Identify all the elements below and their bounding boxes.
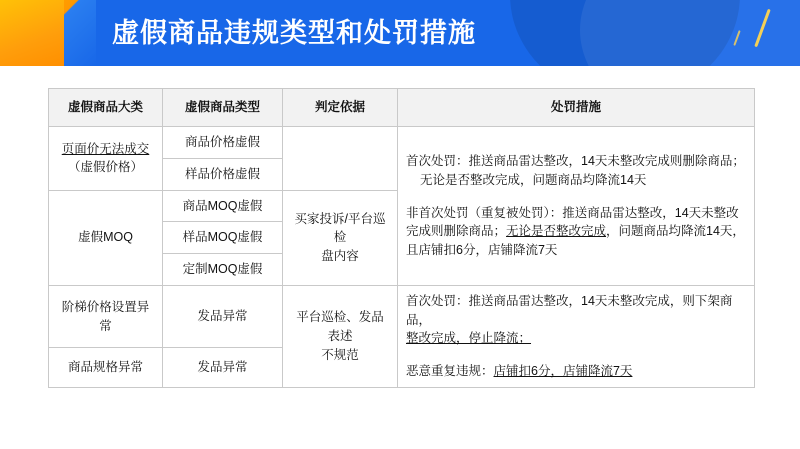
penalty-line-mixed: [406, 362, 746, 381]
category-label-line1: 页面价无法成交: [61, 141, 150, 156]
cell-category-spec-abnormal: 商品规格异常: [49, 348, 163, 387]
cell-type-publish-abnormal-1: 发品异常: [163, 285, 283, 348]
page-title: 虚假商品违规类型和处罚措施: [112, 18, 476, 48]
table-header-row: [49, 89, 755, 127]
penalty-text-underlined: 店铺扣6分，店铺降流7天: [493, 364, 633, 378]
penalty-text: ，问题商品均降流14天，: [606, 224, 745, 239]
penalty-paragraph-malicious: [406, 362, 746, 381]
penalty-line-underlined: 整改完成，停止降流；: [406, 331, 532, 346]
cell-basis-bottom: [283, 285, 398, 387]
basis-line: 盘内容: [321, 249, 359, 263]
basis-line: 不规范: [321, 347, 359, 362]
cell-penalty-top: [398, 127, 755, 286]
column-header-penalty: 处罚措施: [398, 89, 755, 127]
penalty-text-underlined: 无论是否整改完成: [506, 224, 607, 239]
penalty-line: 且店铺扣6分，店铺降流7天: [406, 243, 558, 257]
penalty-paragraph-first: [406, 152, 746, 190]
penalty-line: 首次处罚：推送商品雷达整改，14天未整改完成则删除商品；: [406, 154, 745, 168]
column-header-category: 虚假商品大类: [49, 89, 163, 127]
table-row: [49, 285, 755, 348]
cell-type-product-price-fake: 商品价格虚假: [163, 127, 283, 159]
cell-basis-empty-top: [283, 127, 398, 191]
category-label: 虚假MOQ: [78, 230, 133, 245]
penalty-text: 恶意重复违规：: [406, 364, 494, 378]
penalty-line: 无论是否整改完成，问题商品均降流14天: [420, 172, 647, 187]
cell-type-sample-moq-fake: 样品MOQ虚假: [163, 222, 283, 254]
penalty-text: 完成则删除商品；: [406, 224, 507, 239]
column-header-type: 虚假商品类型: [163, 89, 283, 127]
penalty-line-mixed: [406, 222, 746, 241]
violation-table: [48, 88, 755, 388]
cell-type-sample-price-fake: 样品价格虚假: [163, 158, 283, 190]
table-body: [49, 127, 755, 388]
banner-left-accent-orange: [0, 0, 64, 66]
violation-table-wrapper: [48, 88, 754, 388]
cell-penalty-bottom: [398, 285, 755, 387]
category-label-line2: （虚假价格）: [67, 160, 143, 175]
cell-type-product-moq-fake: 商品MOQ虚假: [163, 190, 283, 222]
penalty-line: 非首次处罚（重复被处罚）：推送商品雷达整改，14天未整改: [406, 205, 739, 220]
table-row: [49, 127, 755, 159]
cell-category-fake-moq: [49, 190, 163, 285]
header-banner: [0, 0, 800, 66]
basis-line: 买家投诉/平台巡检: [294, 211, 386, 245]
cell-type-publish-abnormal-2: 发品异常: [163, 348, 283, 387]
table-header: [49, 89, 755, 127]
cell-basis-top: [283, 190, 398, 285]
penalty-paragraph-first-bottom: [406, 292, 746, 348]
cell-category-ladder-price-abnormal: 阶梯价格设置异常: [49, 285, 163, 348]
basis-line: 平台巡检、发品表述: [296, 310, 384, 343]
penalty-line: 首次处罚：推送商品雷达整改，14天未整改完成，则下架商品，: [406, 293, 733, 327]
penalty-paragraph-repeat: [406, 204, 746, 260]
cell-type-custom-moq-fake: 定制MOQ虚假: [163, 254, 283, 286]
column-header-basis: 判定依据: [283, 89, 398, 127]
cell-category-fake-price: [49, 127, 163, 191]
